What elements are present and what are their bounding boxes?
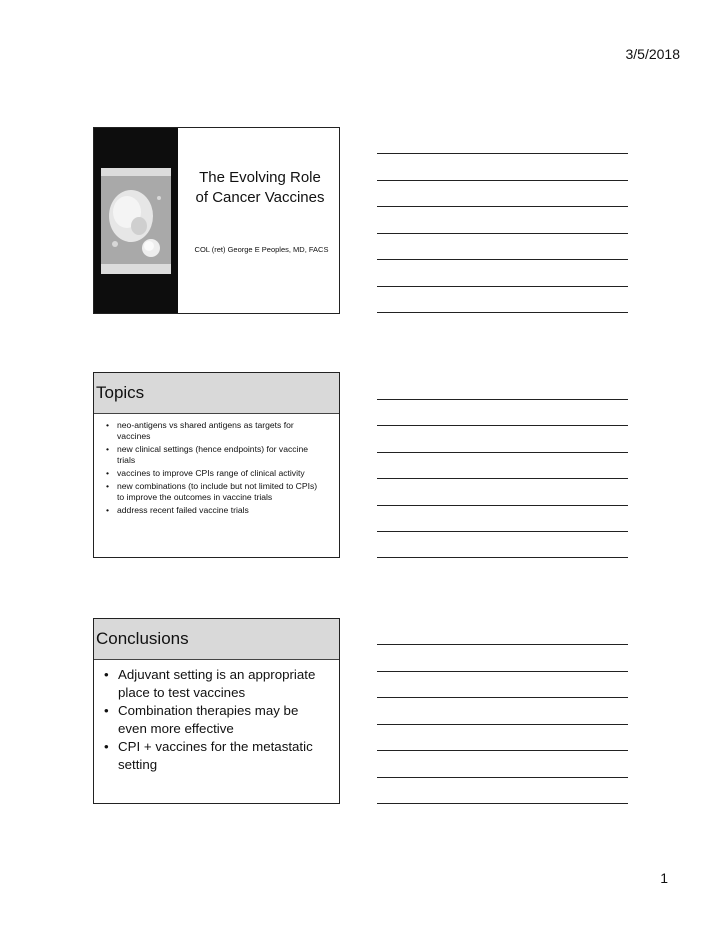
conclusions-list xyxy=(94,660,339,774)
slide-author: COL (ret) George E Peoples, MD, FACS xyxy=(194,245,329,254)
note-line xyxy=(377,312,628,313)
slide-title-text xyxy=(186,168,334,208)
note-line xyxy=(377,671,628,672)
list-item: • neo-antigens vs shared antigens as targets for vaccines xyxy=(106,420,323,442)
microscopy-cells-image xyxy=(101,168,171,274)
note-line xyxy=(377,478,628,479)
note-line xyxy=(377,803,628,804)
note-line xyxy=(377,750,628,751)
slide-dark-panel xyxy=(94,128,178,313)
note-line xyxy=(377,233,628,234)
list-item: • vaccines to improve CPIs range of clinical activity xyxy=(106,468,323,479)
cells-illustration-icon xyxy=(101,168,171,274)
note-line xyxy=(377,425,628,426)
note-line xyxy=(377,644,628,645)
title-line-2: of Cancer Vaccines xyxy=(195,189,325,206)
note-line xyxy=(377,452,628,453)
note-line xyxy=(377,531,628,532)
list-item: • address recent failed vaccine trials xyxy=(106,505,323,516)
slide-title xyxy=(93,127,340,314)
note-line xyxy=(377,180,628,181)
list-item: • Combination therapies may be even more effective xyxy=(104,702,329,738)
note-line xyxy=(377,777,628,778)
slide-heading: Topics xyxy=(94,373,339,414)
title-line-1: The Evolving Role xyxy=(199,169,321,186)
page-date: 3/5/2018 xyxy=(625,46,680,62)
slide-heading: Conclusions xyxy=(94,619,339,660)
note-line xyxy=(377,259,628,260)
note-line xyxy=(377,399,628,400)
note-line xyxy=(377,724,628,725)
list-item: • CPI + vaccines for the metastatic setting xyxy=(104,738,329,774)
note-line xyxy=(377,286,628,287)
note-line xyxy=(377,697,628,698)
topics-list xyxy=(94,414,339,516)
list-item: • Adjuvant setting is an appropriate place to test vaccines xyxy=(104,666,329,702)
note-line xyxy=(377,557,628,558)
page-number: 1 xyxy=(660,870,668,886)
slide-topics xyxy=(93,372,340,558)
slide-conclusions xyxy=(93,618,340,804)
note-line xyxy=(377,206,628,207)
list-item: • new combinations (to include but not limited to CPIs) to improve the outcomes in vaccine trials xyxy=(106,481,323,503)
note-line xyxy=(377,153,628,154)
list-item: • new clinical settings (hence endpoints) for vaccine trials xyxy=(106,444,323,466)
note-line xyxy=(377,505,628,506)
